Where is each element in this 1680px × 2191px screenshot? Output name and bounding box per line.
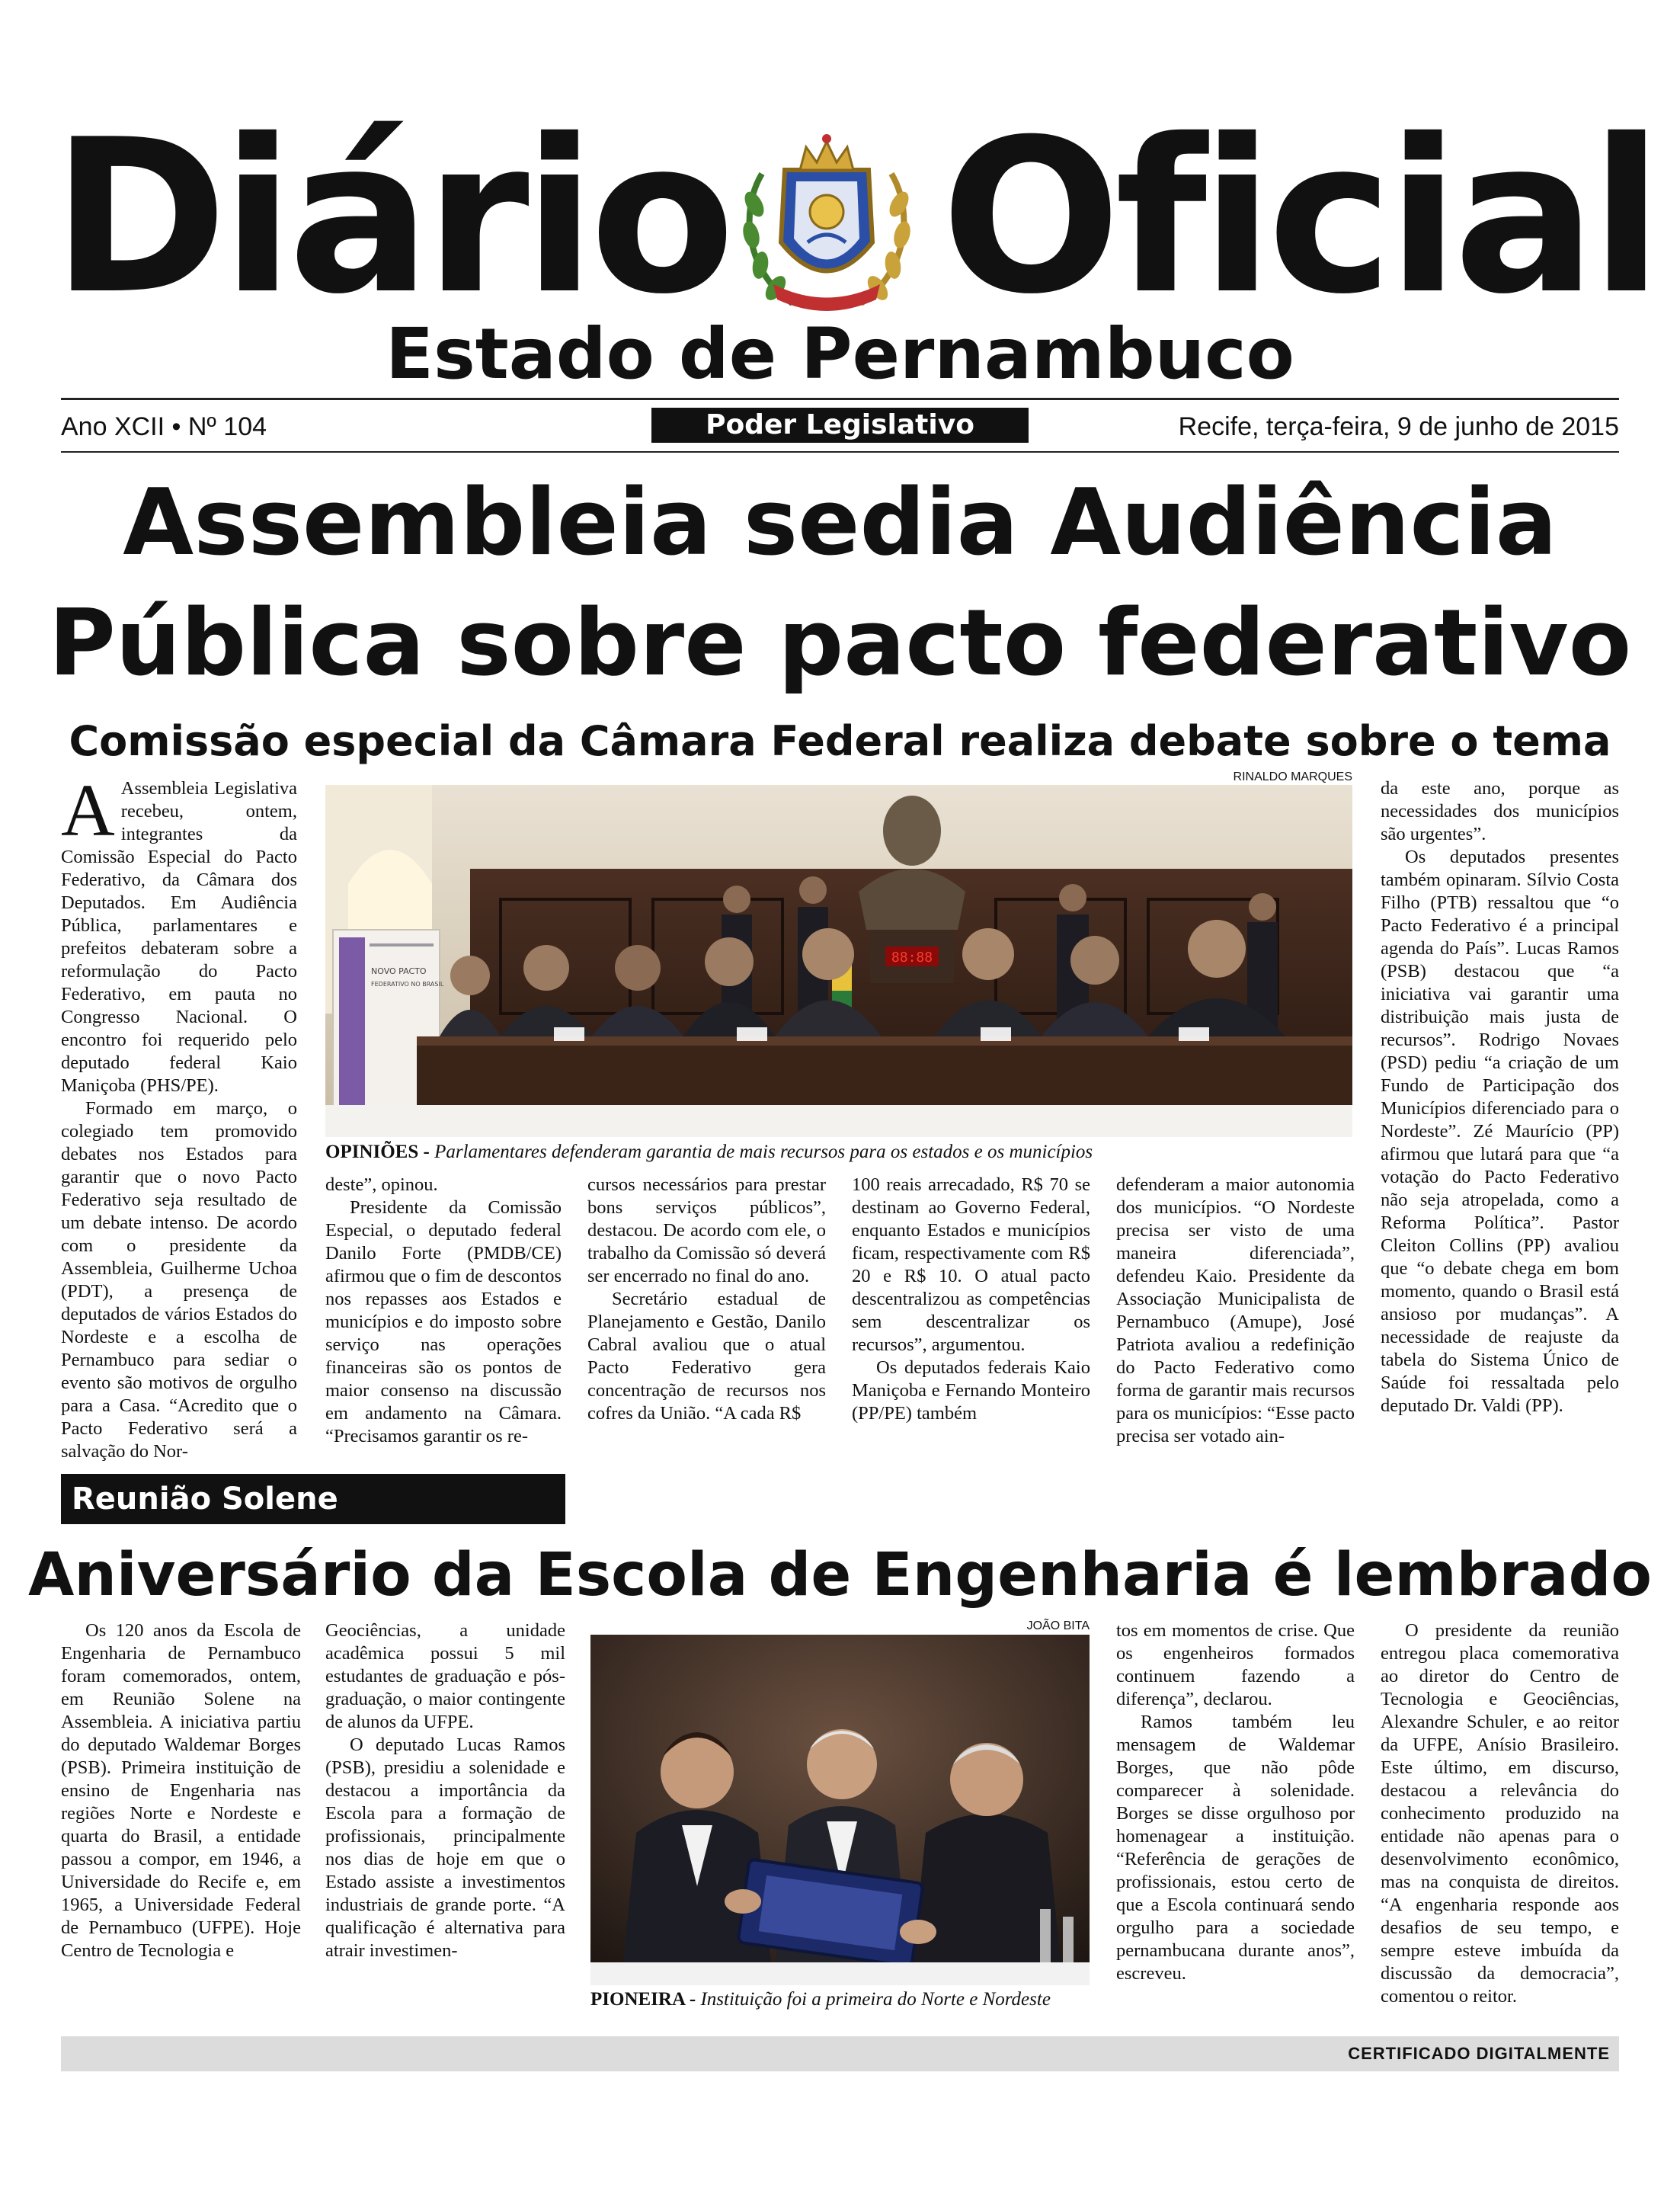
lead-headline-line1: Assembleia sedia Audiência bbox=[123, 470, 1557, 576]
second-column-1 bbox=[61, 1619, 301, 2016]
lead-col4-para2: Os deputados federais Kaio Maniçoba e Fernando Monteiro (PP/PE) também bbox=[852, 1357, 1090, 1424]
second-photo bbox=[590, 1635, 1090, 1985]
second-col2-para2: O deputado Lucas Ramos (PSB), presidiu a solenidade e destacou a importância da Escola para a formação de profissionais, principalmente nos dias de hoje em que o Estado assiste a investimentos industriais de grande porte. “A qualificação é alternativa para atrair investimen- bbox=[325, 1735, 565, 1961]
lead-headline-line2: Pública sobre pacto federativo bbox=[48, 591, 1632, 697]
second-photo-caption bbox=[590, 1988, 1051, 2012]
banner-text-line1: NOVO PACTO bbox=[371, 966, 427, 976]
second-photo-credit: JOÃO BITA bbox=[1026, 1619, 1090, 1632]
issue-number: Ano XCII • Nº 104 bbox=[61, 412, 267, 441]
plaque-ceremony-photo bbox=[590, 1635, 1090, 1985]
second-caption-label: PIONEIRA - bbox=[590, 1989, 696, 2010]
masthead-title-left: Diário bbox=[52, 94, 730, 341]
lead-photo bbox=[325, 785, 1352, 1137]
second-caption-text: Instituição foi a primeira do Norte e Nordeste bbox=[700, 1989, 1051, 2010]
masthead-rule-bottom bbox=[61, 451, 1619, 453]
certification-label: CERTIFICADO DIGITALMENTE bbox=[1348, 2044, 1610, 2063]
second-story-headline: Aniversário da Escola de Engenharia é lembrado bbox=[28, 1541, 1652, 1610]
assembly-hearing-photo bbox=[325, 785, 1352, 1137]
lead-col5-para1: defenderam a maior autonomia dos municípios. “O Nordeste precisa ser visto de uma maneira diferenciada”, defendeu Kaio. Presidente da Associação Municipalista de Pernambuco (Amupe), José Patriota avaliou a redefinição do Pacto Federativo como forma de garantir mais recursos para os municípios: “Esse pacto precisa ser votado ain- bbox=[1116, 1174, 1355, 1446]
second-column-2 bbox=[325, 1619, 565, 2016]
lead-photo-caption bbox=[325, 1140, 1093, 1164]
second-col4-para1: O presidente da reunião entregou placa comemorativa ao diretor do Centro de Tecnologia e Geociências, Alexandre Schuler, e ao reitor da UFPE, Anísio Brasileiro. Este último, em discurso, destacou a relevância do conhecimento produzido na entidade não apenas para o desenvolvimento econômico, mas na conquista de direitos. “A engenharia responde aos desafios de seu tempo, e sempre esteve imbuída da discussão da democracia”, comentou o reitor. bbox=[1381, 1620, 1619, 2007]
second-col3-para2: Ramos também leu mensagem de Waldemar Borges, que não pôde comparecer à solenidade. Borges se disse orgulhoso por homenagear a instituição. “Referência de gerações de profissionais, estou certo de que a Escola continuará sendo orgulho para a sociedade pernambucana durante anos”, escreveu. bbox=[1116, 1712, 1355, 1984]
masthead-subtitle: Estado de Pernambuco bbox=[386, 313, 1294, 395]
lead-col1-para1: Assembleia Legislativa recebeu, ontem, integrantes da Comissão Especial do Pacto Federativo, da Câmara dos Deputados. Em Audiência Pública, parlamentares e prefeitos debateram sobre a reformulação do Pacto Federativo, em pauta no Congresso Nacional. O encontro foi requerido pelo deputado federal Kaio Maniçoba (PHS/PE). bbox=[61, 778, 297, 1096]
lead-photo-credit: RINALDO MARQUES bbox=[1233, 770, 1352, 783]
lead-col6-para2: Os deputados presentes também opinaram. Sílvio Costa Filho (PTB) ressaltou que “o Pacto Federativo é a principal agenda do País”. Lucas Ramos (PSB) destacou que “a iniciativa vai garantir uma distribuição mais justa de recursos”. Rodrigo Novaes (PSD) pediu “a criação de um Fundo de Participação dos Municípios diferenciado para o Nordeste”. Zé Maurício (PP) afirmou que lutará para que “a votação do Pacto Federativo não seja atropelada, como a Reforma Política”. Pastor Cleiton Collins (PP) avaliou que “o debate chega em bom momento, quando o Brasil está ansioso por mudanças”. A necessidade de reajuste da tabela do Sistema Único de Saúde foi ressaltada pelo deputado Dr. Valdi (PP). bbox=[1381, 847, 1619, 1416]
date-line: Recife, terça-feira, 9 de junho de 2015 bbox=[1178, 412, 1619, 441]
masthead-rule-top bbox=[61, 398, 1619, 400]
section-label: Poder Legislativo bbox=[651, 408, 1029, 443]
second-story-section-label: Reunião Solene bbox=[61, 1474, 565, 1524]
second-column-4 bbox=[1381, 1619, 1619, 2016]
lead-column-4 bbox=[852, 1174, 1090, 1456]
lead-column-2 bbox=[325, 1174, 562, 1456]
dropcap: A bbox=[61, 770, 115, 852]
banner-text-line2: FEDERATIVO NO BRASIL bbox=[371, 981, 444, 988]
lead-col3-para2: Secretário estadual de Planejamento e Gestão, Danilo Cabral avaliou que o atual Pacto Federativo gera concentração de recursos nos cofres da União. “A cada R$ bbox=[587, 1289, 826, 1424]
lead-column-1 bbox=[61, 770, 297, 1462]
second-column-3 bbox=[1116, 1619, 1355, 2016]
masthead-title-right: Oficial bbox=[941, 94, 1657, 341]
second-col2-para1: Geociências, a unidade acadêmica possui 5 mil estudantes de graduação e pós-graduação, o maior contingente de alunos da UFPE. bbox=[325, 1620, 565, 1732]
lead-caption-label: OPINIÕES - bbox=[325, 1142, 430, 1162]
second-col3-para1: tos em momentos de crise. Que os engenheiros formados continuem fazendo a diferença”, declarou. bbox=[1116, 1620, 1355, 1709]
second-col1-para1: Os 120 anos da Escola de Engenharia de Pernambuco foram comemorados, ontem, em Reunião Solene na Assembleia. A iniciativa partiu do deputado Waldemar Borges (PSB). Primeira instituição de ensino de Engenharia nas regiões Norte e Nordeste e quarta do Brasil, a entidade passou a compor, em 1946, a Universidade do Recife e, em 1965, a Universidade Federal de Pernambuco (UFPE). Hoje Centro de Tecnologia e bbox=[61, 1620, 301, 1961]
lead-col3-para1: cursos necessários para prestar bons serviços públicos”, destacou. De acordo com ele, o trabalho da Comissão só deverá ser encerrado no final do ano. bbox=[587, 1174, 826, 1286]
lead-column-6 bbox=[1381, 777, 1619, 1456]
lead-column-5 bbox=[1116, 1174, 1355, 1456]
svg-text:88:88: 88:88 bbox=[891, 950, 933, 966]
lead-col2-para1: deste”, opinou. bbox=[325, 1174, 438, 1195]
lead-caption-text: Parlamentares defenderam garantia de mais recursos para os estados e os municípios bbox=[434, 1142, 1093, 1162]
lead-col6-para1: da este ano, porque as necessidades dos municípios são urgentes”. bbox=[1381, 778, 1619, 844]
lead-col1-para2: Formado em março, o colegiado tem promovido debates nos Estados para garantir que o novo Pacto Federativo seja resultado de um debate intenso. De acordo com o presidente da Assembleia, Guilherme Uchoa (PDT), a presença de deputados de vários Estados do Nordeste e a escolha de Pernambuco para sediar o evento são motivos de orgulho para a Casa. “Acredito que o Pacto Federativo será a salvação do Nor- bbox=[61, 1098, 297, 1462]
lead-col4-para1: 100 reais arrecadado, R$ 70 se destinam ao Governo Federal, enquanto Estados e municípios ficam, respectivamente com R$ 20 e R$ 10. O atual pacto descentralizou as competências sem descentralizar os recursos”, argumentou. bbox=[852, 1174, 1090, 1355]
lead-deck: Comissão especial da Câmara Federal realiza debate sobre o tema bbox=[69, 717, 1611, 765]
lead-column-3 bbox=[587, 1174, 826, 1456]
pernambuco-coat-of-arms-icon bbox=[731, 128, 922, 319]
lead-col2-para2: Presidente da Comissão Especial, o deputado federal Danilo Forte (PMDB/CE) afirmou que o fim de descontos nos repasses aos Estados e municípios e do imposto sobre serviço nas operações financeiras são os pontos de maior consenso na discussão em andamento na Câmara. “Precisamos garantir os re- bbox=[325, 1197, 562, 1446]
